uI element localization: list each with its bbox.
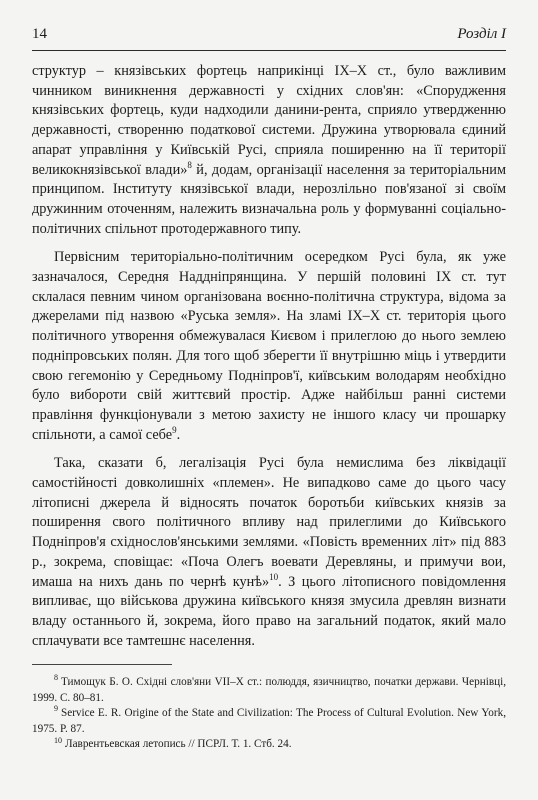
footnotes — [32, 675, 506, 753]
footnote-ref-8[interactable]: 8 — [187, 159, 192, 170]
paragraph-2: Первісним територіально-політичним осередком Русі була, як уже зазначалося, Середня Наддніпрянщина. У першій половині IX ст. тут склалася певним чином організована воєнно-політична структура, відома за джерелами під назвою «Руська земля». На зламі IX–X ст. територія цього політичного утворення обмежувалася Києвом і прилеглою до нього землею подніпровських полян. Для того щоб зберегти її внутрішню міць і утвердити свою гегемонію у Середньому Подніпров'ї, київським володарям необхідно було вибороти свій життєвий простір. Адже найбільш ранні системи правління функціонували з метою захисту не іншого класу чи прошарку спільноти, а самої себе$^9$. — [32, 249, 506, 443]
footnote-ref-10[interactable]: 10 — [269, 571, 279, 582]
footnote-10: $^{10}$ Лаврентьевская летопись // ПСРЛ. Т. 1. Стб. 24. — [54, 735, 292, 751]
main-text — [32, 62, 506, 651]
paragraph-3: Така, сказати б, легалізація Русі була немислима без ліквідації самостійності довколишніх «племен». Не випадково саме до цього часу літописні джерела й відносять початок боротьби київських князів за поширення свого політичного впливу над прилеглими до Київського Подніпров'я східнослов'янськими землями. «Повість временних літ» під 883 р., зокрема, сповіщає: «Поча Олегъ воевати Деревляны, и примучи вои, имаша на нихъ дань по чернѣ кунѣ»$^{10}$. З цього літописного повідомлення випливає, що військова дружина київського князя змусила древлян визнати владу останнього й, зокрема, його право на загальний податок, який мало сплачувати все тамтешнє населення. — [32, 455, 506, 649]
paragraph-1: структур – князівських фортець наприкінці IX–X ст., було важливим чинником виникнення державності у східних слов'ян: «Спорудження князівських фортець, куди надходили данини-рента, сприяло утвердженню державності, створенню податкової системи. Дружина утворювала єдиний апарат управління у Київській Русі, сприяла поширенню на її території великокнязівської влади»$^8$ й, додам, організації населення за територіальним принципом. Інституту князівської влади, нерозлільно пов'язаної зі своїм дружинним оточенням, належить визначальна роль у формуванні соціально-політичних спільнот протодержавного типу. — [32, 63, 506, 237]
page-number: 14 — [32, 26, 47, 42]
running-title: Розділ I — [457, 26, 506, 42]
footnote-rule — [32, 664, 172, 665]
page-header — [32, 26, 506, 43]
footnote-9: $^9$ Service E. R. Origine of the State and Civilization: The Process of Cultural Evolution. New York, 1975. P. 87. — [32, 704, 506, 735]
footnote-ref-9[interactable]: 9 — [172, 424, 177, 435]
footnote-8: $^8$ Тимощук Б. О. Східні слов'яни VII–X ст.: полюддя, язичництво, початки держави. Чернівці, 1999. С. 80–81. — [32, 673, 506, 704]
header-rule — [32, 50, 506, 51]
